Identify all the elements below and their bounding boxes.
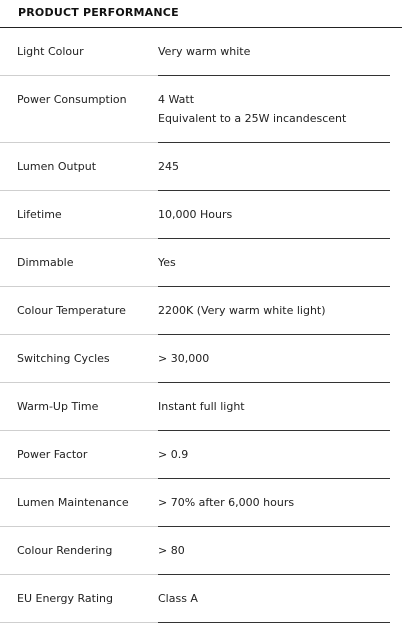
spec-row-dimmable	[0, 239, 402, 287]
spec-label: Colour Temperature	[0, 287, 158, 335]
spec-label: Lumen Output	[0, 143, 158, 191]
spec-value-line: Class A	[158, 592, 198, 605]
spec-value-line: Equivalent to a 25W incandescent	[158, 112, 347, 125]
spec-value-line: Very warm white	[158, 45, 251, 58]
spec-row-power-factor	[0, 431, 402, 479]
spec-table	[0, 28, 402, 623]
spec-value	[158, 28, 390, 76]
spec-row-warm-up-time	[0, 383, 402, 431]
spec-label: Power Consumption	[0, 76, 158, 143]
spec-label: Warm-Up Time	[0, 383, 158, 431]
spec-value	[158, 191, 390, 239]
spec-value-line: > 70% after 6,000 hours	[158, 496, 295, 509]
section-title: PRODUCT PERFORMANCE	[18, 6, 179, 19]
spec-value-line: > 30,000	[158, 352, 210, 365]
spec-label: Lifetime	[0, 191, 158, 239]
spec-value	[158, 431, 390, 479]
spec-row-eu-energy-rating	[0, 575, 402, 623]
spec-label: Dimmable	[0, 239, 158, 287]
spec-value-line: 10,000 Hours	[158, 208, 233, 221]
spec-value	[158, 287, 390, 335]
spec-value	[158, 527, 390, 575]
spec-value	[158, 383, 390, 431]
spec-row-colour-rendering	[0, 527, 402, 575]
spec-value-line: 2200K (Very warm white light)	[158, 304, 326, 317]
spec-value	[158, 143, 390, 191]
spec-label: Light Colour	[0, 28, 158, 76]
spec-value	[158, 479, 390, 527]
spec-value	[158, 239, 390, 287]
spec-row-colour-temperature	[0, 287, 402, 335]
spec-value	[158, 76, 390, 143]
spec-value-line: 245	[158, 160, 179, 173]
spec-row-switching-cycles	[0, 335, 402, 383]
spec-value-line: > 80	[158, 544, 185, 557]
spec-value	[158, 575, 390, 623]
spec-value-line: Instant full light	[158, 400, 245, 413]
spec-label: Power Factor	[0, 431, 158, 479]
spec-row-power-consumption	[0, 76, 402, 143]
spec-label: Colour Rendering	[0, 527, 158, 575]
spec-label: EU Energy Rating	[0, 575, 158, 623]
spec-row-lumen-output	[0, 143, 402, 191]
spec-label: Lumen Maintenance	[0, 479, 158, 527]
spec-label: Switching Cycles	[0, 335, 158, 383]
spec-value-line: > 0.9	[158, 448, 189, 461]
spec-value-line: 4 Watt	[158, 93, 195, 106]
spec-row-lifetime	[0, 191, 402, 239]
spec-value-line: Yes	[158, 256, 176, 269]
spec-value	[158, 335, 390, 383]
spec-row-lumen-maintenance	[0, 479, 402, 527]
spec-row-light-colour	[0, 28, 402, 76]
